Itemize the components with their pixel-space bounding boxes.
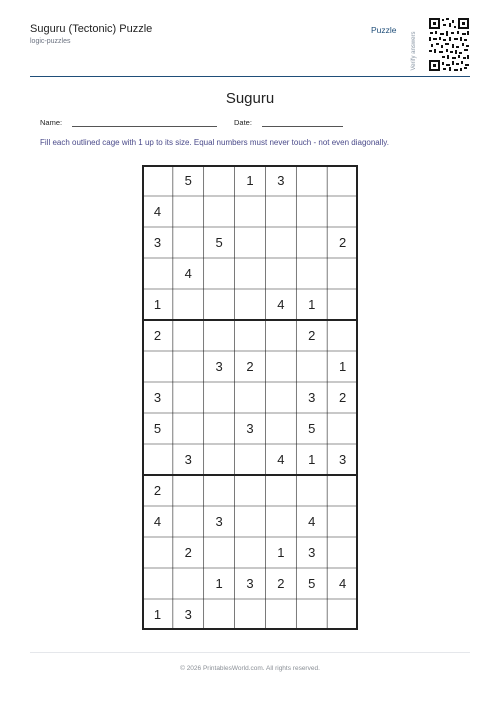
empty-cell[interactable]	[173, 506, 204, 537]
empty-cell[interactable]	[173, 351, 204, 382]
empty-cell[interactable]	[142, 258, 173, 289]
empty-cell[interactable]	[142, 351, 173, 382]
empty-cell[interactable]	[204, 382, 235, 413]
empty-cell[interactable]	[142, 568, 173, 599]
empty-cell[interactable]	[327, 165, 358, 196]
verify-answers-label: Verify answers	[411, 31, 417, 71]
given-cell[interactable]: 4	[277, 297, 285, 312]
empty-cell[interactable]	[296, 599, 327, 630]
header-subtitle: logic-puzzles	[30, 38, 71, 45]
empty-cell[interactable]	[327, 475, 358, 506]
empty-cell[interactable]	[235, 258, 266, 289]
given-cell[interactable]: 5	[153, 421, 162, 436]
given-cell[interactable]: 4	[153, 514, 162, 529]
empty-cell[interactable]	[235, 289, 266, 320]
empty-cell[interactable]	[265, 506, 296, 537]
empty-cell[interactable]	[173, 227, 204, 258]
given-cell[interactable]: 1	[338, 359, 347, 374]
date-field[interactable]	[262, 126, 343, 127]
given-cell[interactable]: 3	[338, 452, 347, 467]
footer-copyright: © 2026 PrintablesWorld.com. All rights reserved.	[180, 665, 320, 672]
empty-cell[interactable]	[265, 258, 296, 289]
empty-cell[interactable]	[142, 537, 173, 568]
empty-cell[interactable]	[235, 475, 266, 506]
empty-cell[interactable]	[235, 196, 266, 227]
given-cell[interactable]: 4	[338, 576, 347, 591]
given-cell[interactable]: 3	[184, 452, 192, 467]
puzzle-tag[interactable]: Puzzle	[371, 25, 397, 35]
empty-cell[interactable]	[173, 320, 204, 351]
empty-cell[interactable]	[327, 196, 358, 227]
given-cell[interactable]: 3	[184, 607, 192, 622]
header-divider	[30, 76, 470, 77]
given-cell[interactable]: 3	[153, 390, 162, 405]
footer-divider	[30, 652, 470, 653]
given-cell[interactable]: 3	[153, 235, 162, 250]
empty-cell[interactable]	[296, 258, 327, 289]
empty-cell[interactable]	[265, 475, 296, 506]
empty-cell[interactable]	[296, 351, 327, 382]
given-cell[interactable]: 5	[184, 173, 192, 188]
empty-cell[interactable]	[173, 475, 204, 506]
given-cell[interactable]: 4	[184, 266, 192, 281]
name-field[interactable]	[72, 126, 217, 127]
empty-cell[interactable]	[173, 289, 204, 320]
empty-cell[interactable]	[265, 351, 296, 382]
given-cell[interactable]: 2	[338, 390, 347, 405]
empty-cell[interactable]	[265, 196, 296, 227]
empty-cell[interactable]	[204, 165, 235, 196]
empty-cell[interactable]	[327, 289, 358, 320]
given-cell[interactable]: 1	[215, 576, 223, 591]
given-cell[interactable]: 3	[308, 390, 316, 405]
empty-cell[interactable]	[235, 506, 266, 537]
empty-cell[interactable]	[204, 537, 235, 568]
given-cell[interactable]: 1	[153, 297, 162, 312]
given-cell[interactable]: 5	[308, 421, 316, 436]
empty-cell[interactable]	[204, 289, 235, 320]
empty-cell[interactable]	[204, 599, 235, 630]
given-cell[interactable]: 2	[338, 235, 347, 250]
name-label: Name:	[40, 118, 63, 127]
instructions-text: Fill each outlined cage with 1 up to its size. Equal numbers must never touch - not even diagonally.	[40, 138, 389, 147]
given-cell[interactable]: 2	[277, 576, 285, 591]
empty-cell[interactable]	[204, 413, 235, 444]
given-cell[interactable]: 3	[215, 514, 223, 529]
empty-cell[interactable]	[142, 165, 173, 196]
empty-cell[interactable]	[235, 320, 266, 351]
given-cell[interactable]: 4	[153, 204, 162, 219]
given-cell[interactable]: 2	[184, 545, 192, 560]
given-cell[interactable]: 5	[308, 576, 316, 591]
given-cell[interactable]: 1	[308, 297, 316, 312]
empty-cell[interactable]	[204, 258, 235, 289]
empty-cell[interactable]	[204, 196, 235, 227]
qr-code-icon[interactable]	[428, 17, 470, 72]
empty-cell[interactable]	[235, 382, 266, 413]
given-cell[interactable]: 3	[246, 421, 254, 436]
empty-cell[interactable]	[265, 382, 296, 413]
given-cell[interactable]: 2	[153, 483, 162, 498]
given-cell[interactable]: 2	[246, 359, 254, 374]
empty-cell[interactable]	[265, 227, 296, 258]
given-cell[interactable]: 3	[215, 359, 223, 374]
given-cell[interactable]: 3	[308, 545, 316, 560]
given-cell[interactable]: 4	[277, 452, 285, 467]
empty-cell[interactable]	[265, 320, 296, 351]
suguru-grid[interactable]	[142, 165, 358, 630]
given-cell[interactable]: 4	[308, 514, 316, 529]
empty-cell[interactable]	[265, 599, 296, 630]
empty-cell[interactable]	[235, 599, 266, 630]
empty-cell[interactable]	[296, 475, 327, 506]
empty-cell[interactable]	[235, 227, 266, 258]
empty-cell[interactable]	[296, 165, 327, 196]
empty-cell[interactable]	[173, 196, 204, 227]
empty-cell[interactable]	[327, 537, 358, 568]
given-cell[interactable]: 1	[246, 173, 254, 188]
empty-cell[interactable]	[296, 196, 327, 227]
puzzle-title: Suguru	[225, 90, 275, 107]
given-cell[interactable]: 5	[215, 235, 223, 250]
empty-cell[interactable]	[204, 475, 235, 506]
empty-cell[interactable]	[204, 444, 235, 475]
empty-cell[interactable]	[265, 413, 296, 444]
given-cell[interactable]: 2	[153, 328, 162, 343]
empty-cell[interactable]	[173, 413, 204, 444]
empty-cell[interactable]	[327, 258, 358, 289]
given-cell[interactable]: 2	[308, 328, 316, 343]
empty-cell[interactable]	[173, 382, 204, 413]
given-cell[interactable]: 1	[277, 545, 285, 560]
empty-cell[interactable]	[296, 227, 327, 258]
header-title: Suguru (Tectonic) Puzzle	[30, 23, 153, 35]
empty-cell[interactable]	[204, 320, 235, 351]
empty-cell[interactable]	[327, 413, 358, 444]
given-cell[interactable]: 3	[246, 576, 254, 591]
empty-cell[interactable]	[327, 599, 358, 630]
empty-cell[interactable]	[327, 320, 358, 351]
given-cell[interactable]: 1	[308, 452, 316, 467]
given-cell[interactable]: 3	[277, 173, 285, 188]
given-cell[interactable]: 1	[153, 607, 162, 622]
empty-cell[interactable]	[235, 537, 266, 568]
empty-cell[interactable]	[235, 444, 266, 475]
date-label: Date:	[234, 118, 252, 127]
empty-cell[interactable]	[142, 444, 173, 475]
empty-cell[interactable]	[173, 568, 204, 599]
empty-cell[interactable]	[327, 506, 358, 537]
